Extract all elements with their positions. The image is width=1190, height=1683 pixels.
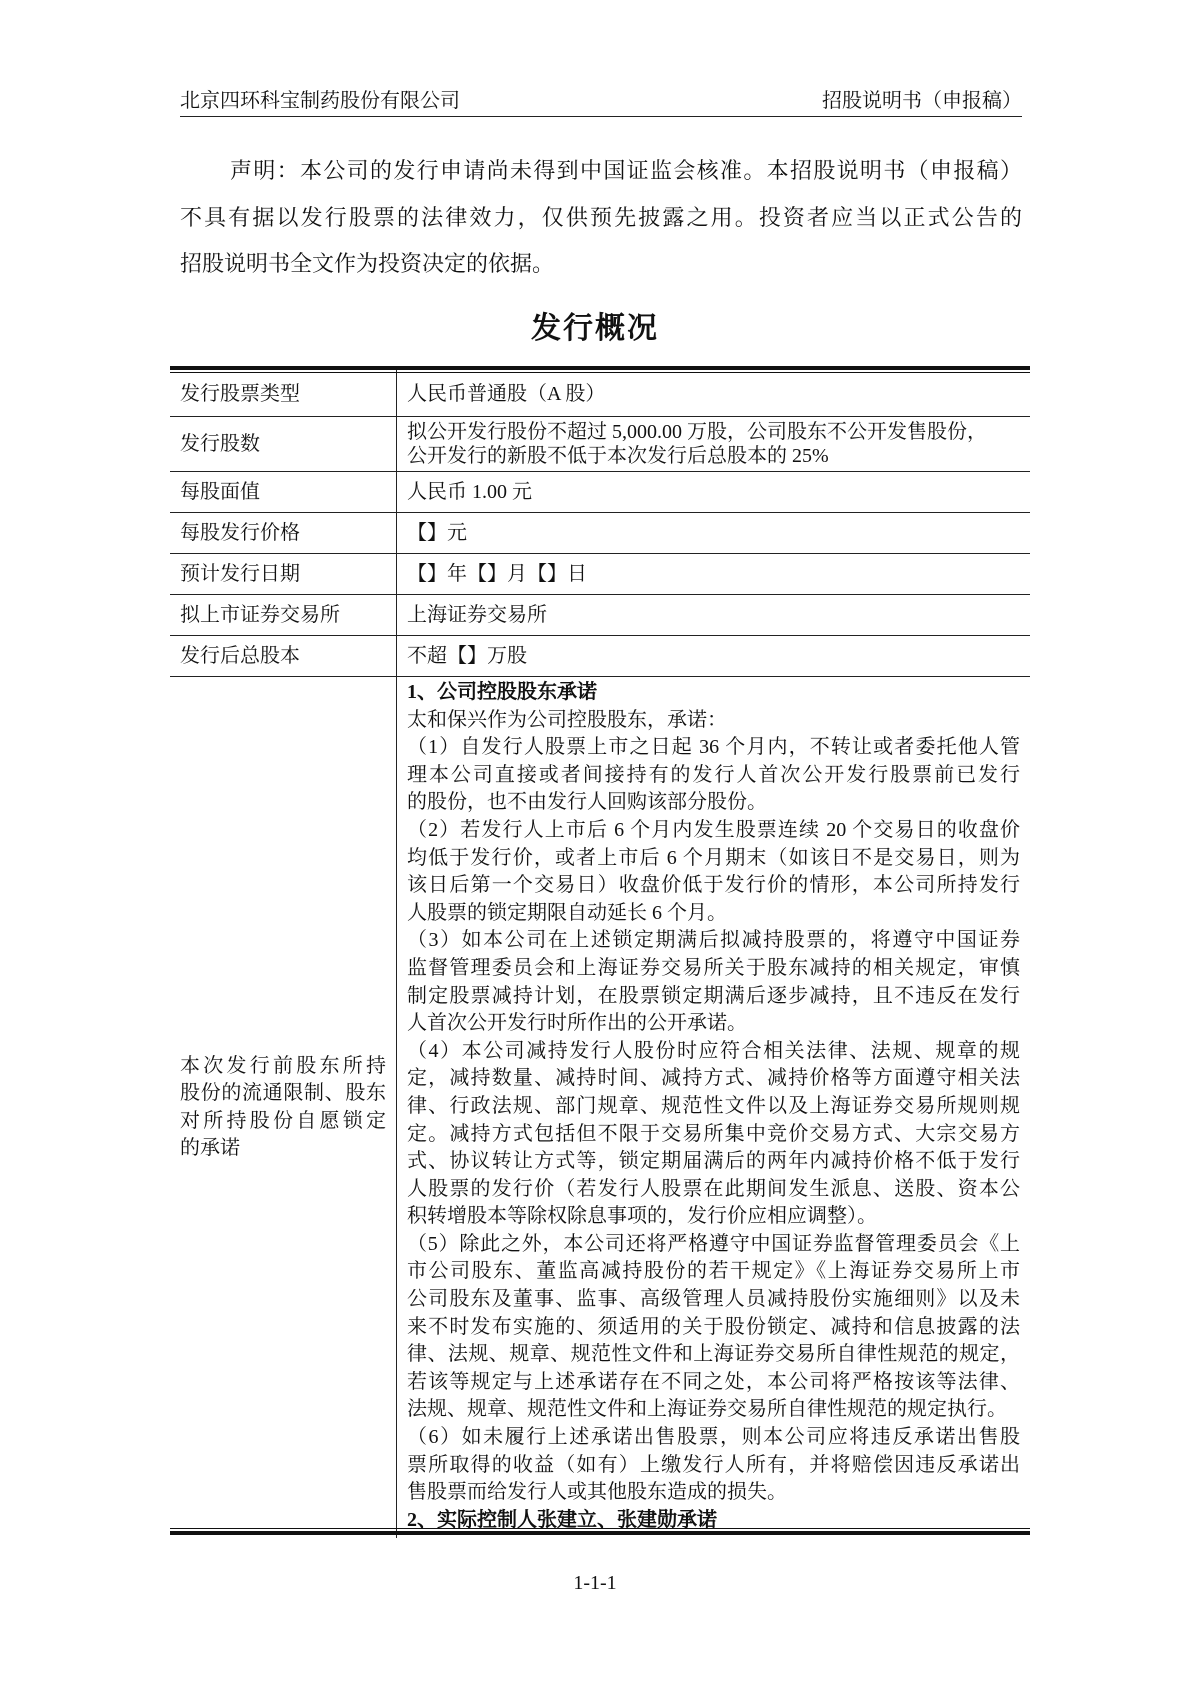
row-value	[397, 636, 1031, 677]
row-label: 发行股票类型	[170, 366, 397, 417]
commitment-line: （4）本公司减持发行人股份时应符合相关法律、法规、规章的规	[407, 1039, 1020, 1062]
declaration-line: 招股说明书全文作为投资决定的依据。	[180, 251, 555, 276]
commitment-paragraph	[407, 927, 1020, 1037]
row-value	[397, 595, 1031, 636]
lockup-commitments	[397, 677, 1031, 1539]
commitment-paragraph	[407, 1231, 1020, 1424]
offering-overview-table	[170, 366, 1030, 1538]
page-number: 1-1-1	[573, 1572, 617, 1594]
commitment-line: 票所取得的收益（如有）上缴发行人所有，并将赔偿因违反承诺出	[407, 1453, 1020, 1476]
table-row	[170, 636, 1030, 677]
table-row	[170, 513, 1030, 554]
commitment-line: 人首次公开发行时所作出的公开承诺。	[407, 1012, 747, 1035]
row-value-line: 人民币 1.00 元	[407, 481, 532, 503]
page-title: 发行概况	[531, 312, 659, 345]
commitment-paragraph	[407, 1424, 1020, 1507]
table-row	[170, 417, 1030, 472]
row-label: 每股面值	[170, 472, 397, 513]
commitment-line: 定。减持方式包括但不限于交易所集中竞价交易方式、大宗交易方	[407, 1122, 1020, 1145]
commitment-line: 式、协议转让方式等，锁定期届满后的两年内减持价格不低于发行	[407, 1150, 1020, 1173]
commitment-line: 均低于发行价，或者上市后 6 个月期末（如该日不是交易日，则为	[407, 846, 1020, 869]
table-row-lockup	[170, 677, 1030, 1539]
row-label: 拟上市证券交易所	[170, 595, 397, 636]
row-value	[397, 513, 1031, 554]
commitment-line: （6）如未履行上述承诺出售股票，则本公司应将违反承诺出售股	[407, 1426, 1020, 1449]
lockup-label	[170, 677, 397, 1539]
commitment-line: 积转增股本等除权除息事项的，发行价应相应调整）。	[407, 1205, 877, 1228]
commitment-line: 法规、规章、规范性文件和上海证券交易所自律性规范的规定执行。	[407, 1398, 1007, 1421]
declaration-line: 不具有据以发行股票的法律效力，仅供预先披露之用。投资者应当以正式公告的	[180, 204, 1022, 230]
row-value	[397, 472, 1031, 513]
section-heading: 1、公司控股股东承诺	[407, 681, 597, 703]
row-value	[397, 366, 1031, 417]
declaration	[180, 148, 1022, 288]
row-label: 预计发行日期	[170, 554, 397, 595]
row-value	[397, 417, 1031, 472]
commitment-paragraph	[407, 817, 1020, 927]
commitment-line: 制定股票减持计划，在股票锁定期满后逐步减持，且不违反在发行	[407, 984, 1020, 1007]
row-value-line: 【】年【】月【】日	[407, 563, 587, 585]
row-label: 发行后总股本	[170, 636, 397, 677]
commitment-line: 售股票而给发行人或其他股东造成的损失。	[407, 1481, 787, 1504]
page-header	[180, 84, 1022, 117]
row-value-line: 不超【】万股	[407, 645, 527, 667]
table-row	[170, 472, 1030, 513]
commitment-line: 人股票的锁定期限自动延长 6 个月。	[407, 901, 727, 924]
commitment-line: 律、行政法规、部门规章、规范性文件以及上海证券交易所规则规	[407, 1094, 1020, 1117]
commitment-intro: 太和保兴作为公司控股股东，承诺：	[407, 708, 727, 731]
row-value-line: 人民币普通股（A 股）	[407, 383, 606, 405]
commitment-line: 若该等规定与上述承诺存在不同之处，本公司将严格按该等法律、	[407, 1370, 1020, 1393]
row-value-line: 拟公开发行股份不超过 5,000.00 万股，公司股东不公开发售股份，	[407, 421, 987, 443]
lockup-label-line: 的承诺	[180, 1137, 240, 1160]
header-doc-type: 招股说明书（申报稿）	[822, 90, 1022, 112]
row-value	[397, 554, 1031, 595]
table-row	[170, 366, 1030, 417]
commitment-line: （1）自发行人股票上市之日起 36 个月内，不转让或者委托他人管	[407, 736, 1020, 759]
commitment-line: （3）如本公司在上述锁定期满后拟减持股票的，将遵守中国证券	[407, 929, 1020, 952]
commitment-line: （5）除此之外，本公司还将严格遵守中国证券监督管理委员会《上	[407, 1232, 1020, 1255]
commitment-line: （2）若发行人上市后 6 个月内发生股票连续 20 个交易日的收盘价	[407, 818, 1020, 841]
row-value-line: 上海证券交易所	[407, 604, 547, 626]
commitment-line: 律、法规、规章、规范性文件和上海证券交易所自律性规范的规定，	[407, 1343, 1020, 1366]
commitment-line: 市公司股东、董监高减持股份的若干规定》《上海证券交易所上市	[407, 1260, 1020, 1283]
commitment-line: 定，减持数量、减持时间、减持方式、减持价格等方面遵守相关法	[407, 1067, 1020, 1090]
commitment-line: 理本公司直接或者间接持有的发行人首次公开发行股票前已发行	[407, 763, 1020, 786]
lockup-label-line: 本次发行前股东所持	[180, 1054, 386, 1077]
table-row	[170, 595, 1030, 636]
commitment-line: 该日后第一个交易日）收盘价低于发行价的情形，本公司所持发行	[407, 874, 1020, 897]
commitment-line: 来不时发布实施的、须适用的关于股份锁定、减持和信息披露的法	[407, 1315, 1020, 1338]
lockup-label-line: 对所持股份自愿锁定	[180, 1109, 386, 1132]
lockup-label-line: 股份的流通限制、股东	[180, 1082, 386, 1105]
commitment-paragraph	[407, 734, 1020, 817]
row-value-line: 【】元	[407, 522, 467, 544]
commitment-line: 监督管理委员会和上海证券交易所关于股东减持的相关规定，审慎	[407, 956, 1020, 979]
table-top-rule	[170, 366, 1030, 373]
declaration-line: 声明：本公司的发行申请尚未得到中国证监会核准。本招股说明书（申报稿）	[230, 158, 1022, 183]
header-company: 北京四环科宝制药股份有限公司	[180, 90, 460, 112]
commitment-line: 人股票的发行价（若发行人股票在此期间发生派息、送股、资本公	[407, 1177, 1020, 1200]
row-label: 每股发行价格	[170, 513, 397, 554]
row-value-line: 公开发行的新股不低于本次发行后总股本的 25%	[407, 445, 829, 467]
commitment-paragraph	[407, 1038, 1020, 1231]
table-row	[170, 554, 1030, 595]
commitment-line: 公司股东及董事、监事、高级管理人员减持股份实施细则》以及未	[407, 1288, 1020, 1311]
section-heading: 2、实际控制人张建立、张建勋承诺	[407, 1508, 717, 1531]
table-bottom-rule	[170, 1528, 1030, 1535]
commitment-line: 的股份，也不由发行人回购该部分股份。	[407, 791, 767, 814]
row-label: 发行股数	[170, 417, 397, 472]
